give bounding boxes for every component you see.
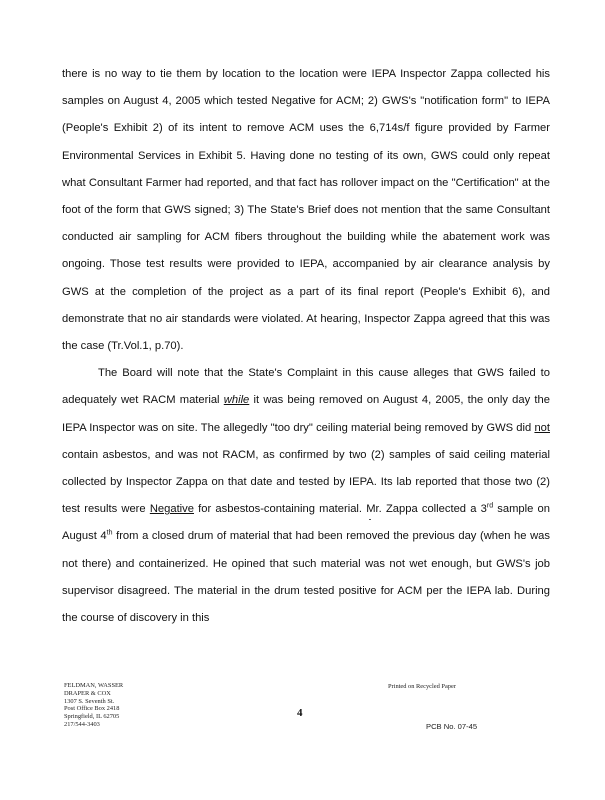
body-text xyxy=(62,61,550,632)
scan-speck xyxy=(369,519,371,520)
page-footer xyxy=(0,682,605,792)
p2-superscript-rd: rd xyxy=(486,502,494,510)
paragraph-2 xyxy=(62,360,550,632)
firm-line: Post Office Box 2418 xyxy=(64,705,120,713)
paragraph-1 xyxy=(62,61,550,360)
recycled-paper-note: Printed on Recycled Paper xyxy=(388,683,456,690)
firm-line: Springfield, IL 62705 xyxy=(64,713,120,721)
firm-line: FELDMAN, WASSER xyxy=(64,682,124,689)
p2-text-5: sample on August 4 xyxy=(62,503,550,543)
p2-text-2: it was being removed on August 4, 2005, the only day the IEPA Inspector was on site. The allegedly "too dry" ceiling material being removed by GWS did xyxy=(62,394,550,434)
p2-text-4: for asbestos-containing material. Mr. Zappa collected a 3 xyxy=(193,503,487,516)
p2-emphasis-not: not xyxy=(534,421,550,434)
docket-number: PCB No. 07-45 xyxy=(426,722,478,731)
p2-superscript-th: th xyxy=(106,529,113,537)
paragraph-1-text: there is no way to tie them by location to the location were IEPA Inspector Zappa collected his samples on August 4, 2005 which tested Negative for ACM; 2) GWS's "notification form" to IEPA (People's Exhibit 2) of its intent to remove ACM uses the 6,714s/f figure provided by Farmer Environmental Services in Exhibit 5. Having done no testing of its own, GWS could only repeat what Consultant Farmer had reported, and that fact has rollover impact on the "Certification" at the foot of the form that GWS signed; 3) The State's Brief does not mention that the same Consultant conducted air sampling for ACM fibers throughout the building while the abatement work was ongoing. Those test results were provided to IEPA, accompanied by air clearance analysis by GWS at the completion of the project as a part of its final report (People's Exhibit 6), and demonstrate that no air standards were violated. At hearing, Inspector Zappa agreed that this was the case (Tr.Vol.1, p.70). xyxy=(62,68,550,353)
law-firm-address xyxy=(64,682,123,729)
firm-line: 1307 S. Seventh St. xyxy=(64,697,115,705)
p2-text-3: contain asbestos, and was not RACM, as confirmed by two (2) samples of said ceiling material collected by Inspector Zappa on that date and tested by IEPA. Its lab reported that those two (2) test results were xyxy=(62,448,550,516)
page-number: 4 xyxy=(297,707,303,719)
p2-emphasis-while: while xyxy=(223,394,250,407)
firm-line: DRAPER & COX xyxy=(64,689,111,697)
p2-text-1: The Board will note that the State's Complaint in this cause alleges that GWS failed to adequately wet RACM material xyxy=(62,367,550,407)
p2-text-6: from a closed drum of material that had been removed the previous day (when he was not there) and containerized. He opined that such material was not wet enough, but GWS's job supervisor disagreed. The material in the drum tested positive for ACM per the IEPA lab. During the course of discovery in this xyxy=(62,530,550,625)
p2-emphasis-negative: Negative xyxy=(149,503,194,516)
firm-line: 217/544-3403 xyxy=(64,720,100,728)
